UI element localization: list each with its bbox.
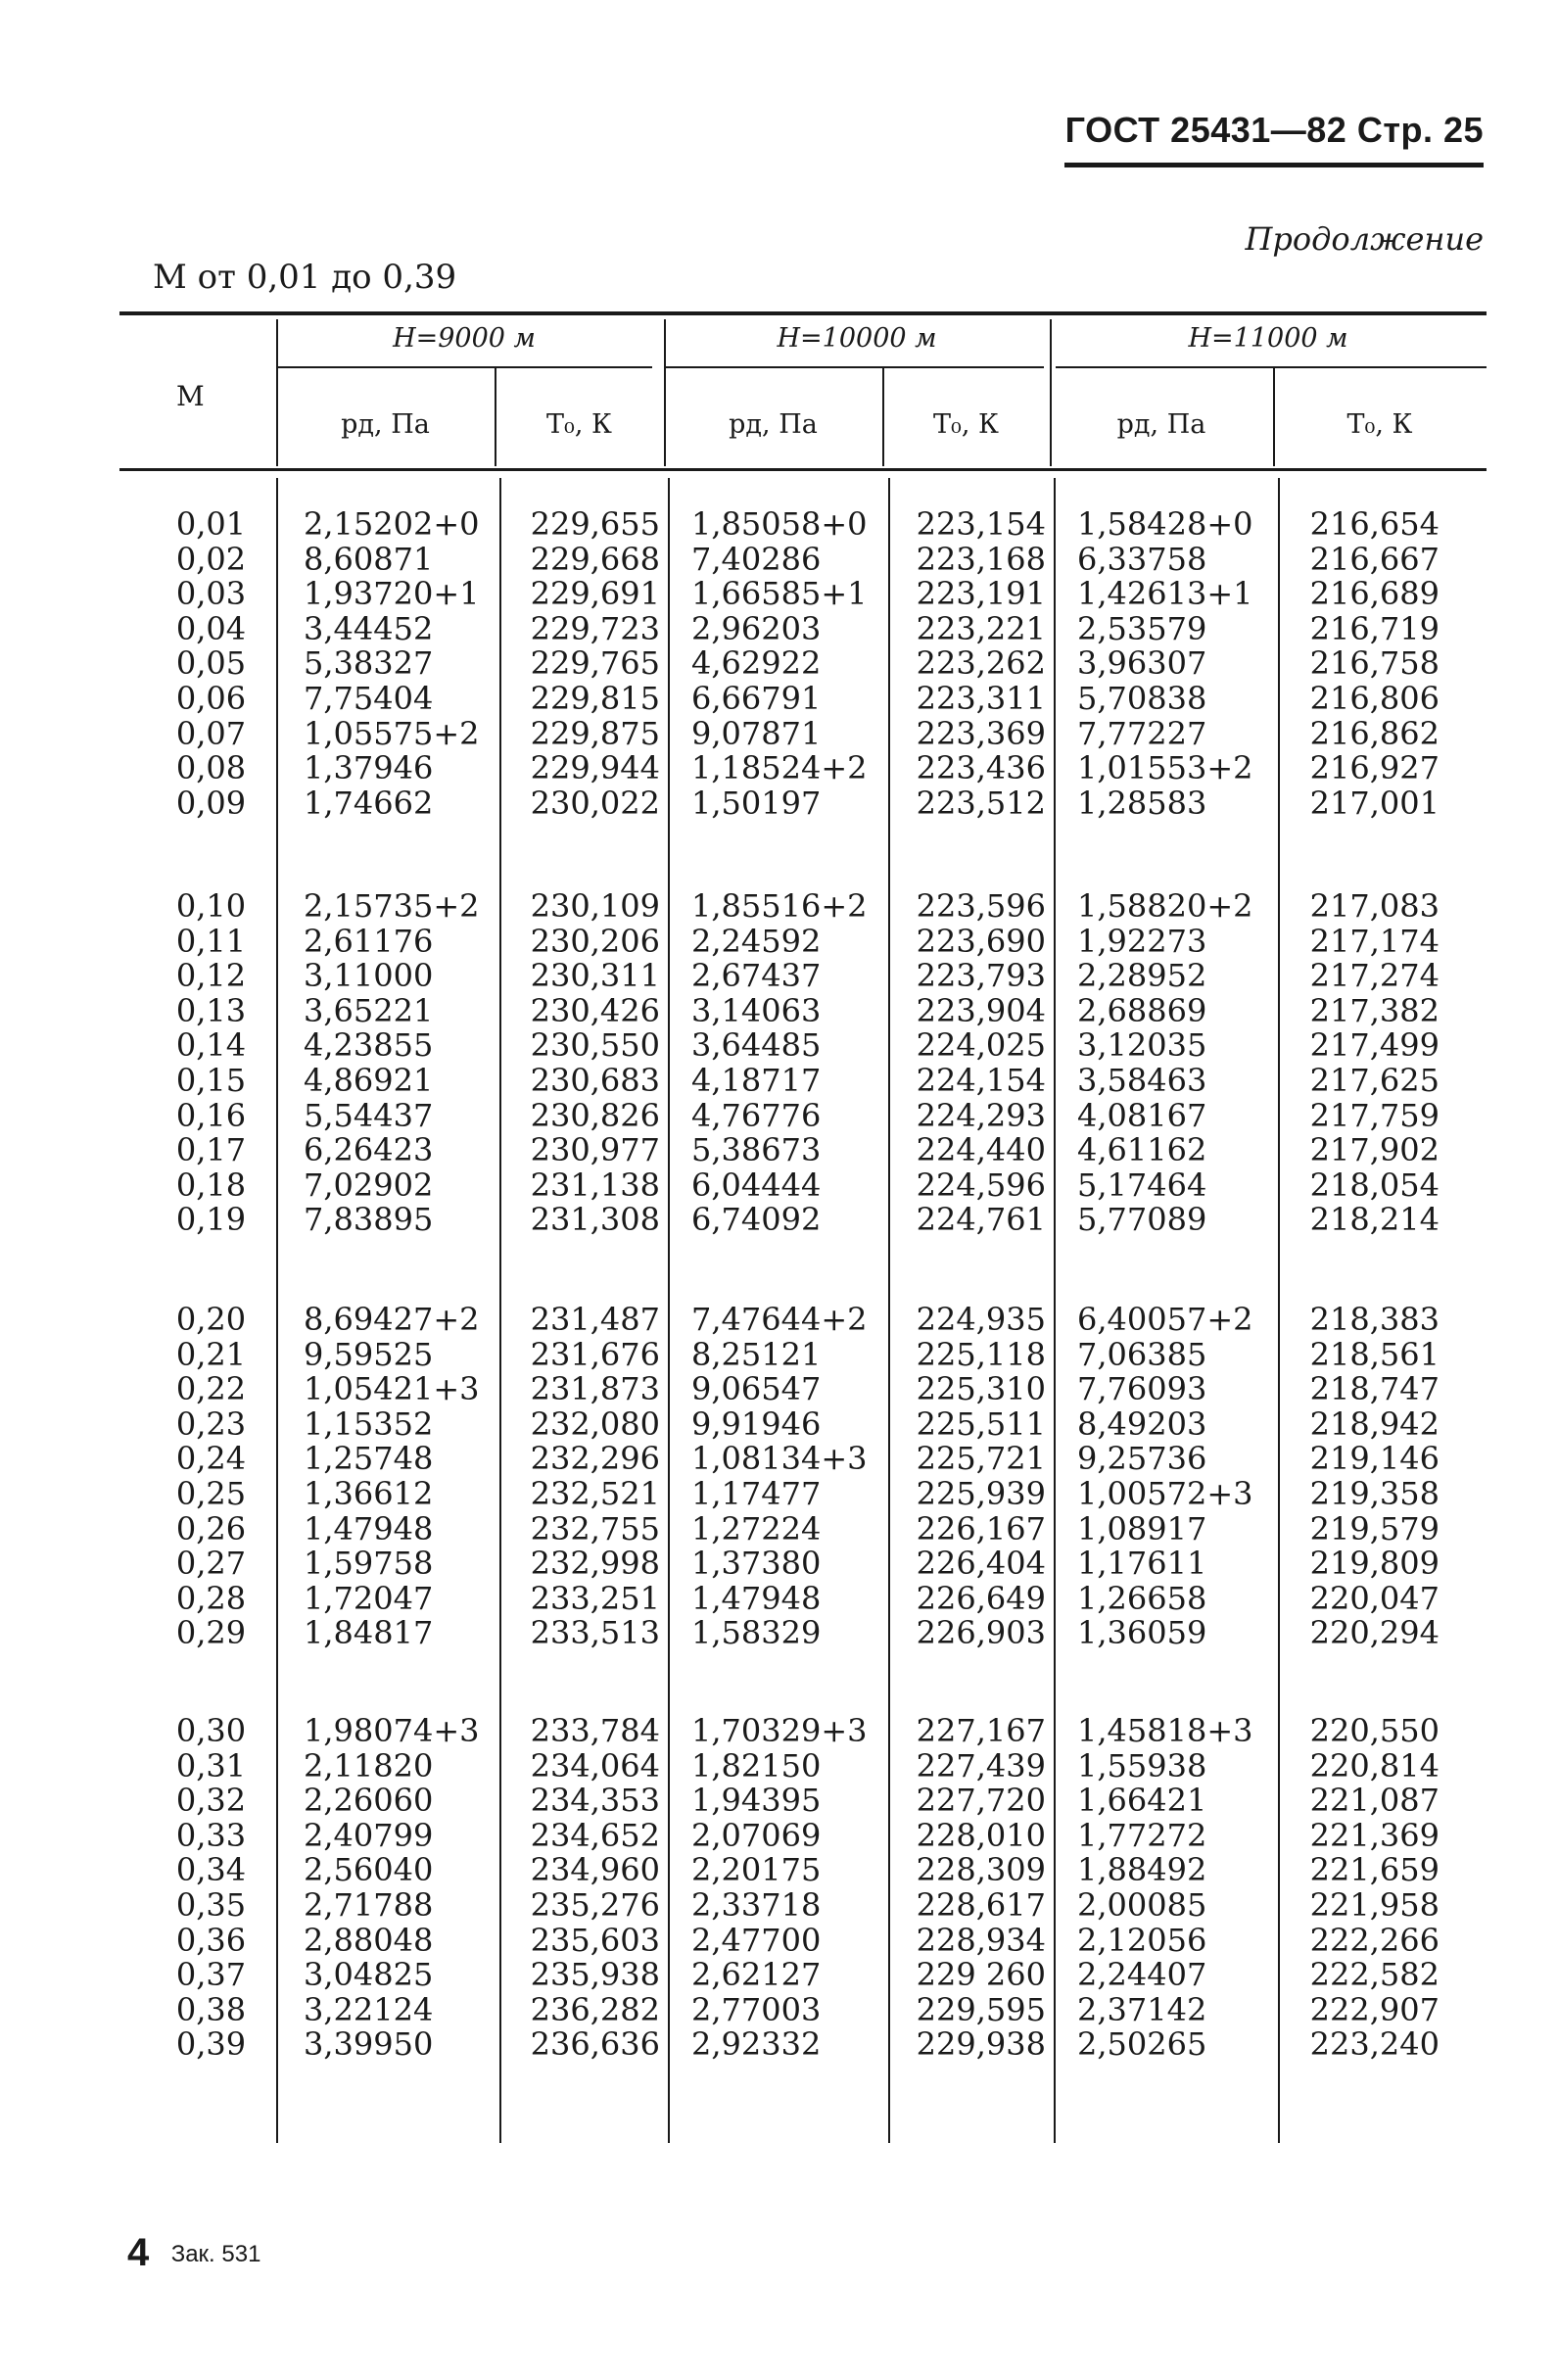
temperature-9000: 233,784 234,064 234,353 234,652 234,960 235,276 235,603 235,938 236,282 236,636	[530, 1712, 660, 2064]
height-10000-header: H=10000 м	[777, 323, 937, 354]
pressure-11000: 1,45818+3 1,55938 1,66421 1,77272 1,88492 2,00085 2,12056 2,24407 2,37142 2,50265	[1077, 1712, 1253, 2064]
pressure-9000: 2,15735+2 2,61176 3,11000 3,65221 4,23855 4,86921 5,54437 6,26423 7,02902 7,83895	[304, 887, 480, 1239]
temperature-11000: 220,550 220,814 221,087 221,369 221,659 221,958 222,266 222,582 222,907 223,240	[1309, 1712, 1440, 2064]
body-vline-1	[276, 478, 278, 2143]
pressure-header-1: pд, Па	[341, 409, 430, 440]
pressure-10000: 1,85516+2 2,24592 2,67437 3,14063 3,64485 4,18717 4,76776 5,38673 6,04444 6,74092	[691, 887, 868, 1239]
mach-values: 0,10 0,11 0,12 0,13 0,14 0,15 0,16 0,17 0,18 0,19	[175, 887, 247, 1239]
pressure-11000: 1,58428+0 6,33758 1,42613+1 2,53579 3,96307 5,70838 7,77227 1,01553+2 1,28583	[1077, 505, 1253, 822]
pressure-10000: 7,47644+2 8,25121 9,06547 9,91946 1,08134+3 1,17477 1,27224 1,37380 1,47948 1,58329	[691, 1301, 868, 1652]
mach-values: 0,30 0,31 0,32 0,33 0,34 0,35 0,36 0,37 0,38 0,39	[175, 1712, 247, 2064]
body-vline-5	[1054, 478, 1056, 2143]
mach-range-title: М от 0,01 до 0,39	[153, 258, 457, 297]
pressure-9000: 8,69427+2 9,59525 1,05421+3 1,15352 1,25748 1,36612 1,47948 1,59758 1,72047 1,84817	[304, 1301, 480, 1652]
page-footer	[127, 2231, 260, 2275]
temperature-header-1: T₀, К	[546, 409, 612, 440]
pressure-header-3: pд, Па	[1116, 409, 1206, 440]
pressure-10000: 1,85058+0 7,40286 1,66585+1 2,96203 4,62922 6,66791 9,07871 1,18524+2 1,50197	[691, 505, 868, 822]
pressure-10000: 1,70329+3 1,82150 1,94395 2,07069 2,20175 2,33718 2,47700 2,62127 2,77003 2,92332	[691, 1712, 868, 2064]
temperature-9000: 229,655 229,668 229,691 229,723 229,765 229,815 229,875 229,944 230,022	[530, 505, 660, 822]
pressure-9000: 2,15202+0 8,60871 1,93720+1 3,44452 5,38327 7,75404 1,05575+2 1,37946 1,74662	[304, 505, 480, 822]
mach-column-header: М	[176, 380, 205, 412]
footer-order-number: Зак. 531	[170, 2241, 261, 2267]
data-table	[119, 311, 1487, 2153]
footer-page-number: 4	[127, 2231, 150, 2274]
temperature-10000: 227,167 227,439 227,720 228,010 228,309 228,617 228,934 229 260 229,595 229,938	[916, 1712, 1046, 2064]
temperature-header-3: T₀, К	[1346, 409, 1413, 440]
pressure-9000: 1,98074+3 2,11820 2,26060 2,40799 2,56040 2,71788 2,88048 3,04825 3,22124 3,39950	[304, 1712, 480, 2064]
temperature-10000: 223,596 223,690 223,793 223,904 224,025 224,154 224,293 224,440 224,596 224,761	[916, 887, 1046, 1239]
pressure-11000: 1,58820+2 1,92273 2,28952 2,68869 3,12035 3,58463 4,08167 4,61162 5,17464 5,77089	[1077, 887, 1253, 1239]
body-vline-2	[499, 478, 501, 2143]
header-bottom-rule	[119, 468, 1487, 471]
temperature-10000: 223,154 223,168 223,191 223,221 223,262 223,311 223,369 223,436 223,512	[916, 505, 1046, 822]
temperature-10000: 224,935 225,118 225,310 225,511 225,721 225,939 226,167 226,404 226,649 226,903	[916, 1301, 1046, 1652]
body-vline-6	[1278, 478, 1280, 2143]
height-group-rule-3	[1056, 366, 1487, 368]
temperature-9000: 230,109 230,206 230,311 230,426 230,550 230,683 230,826 230,977 231,138 231,308	[530, 887, 660, 1239]
height-group-rule-2	[664, 366, 1044, 368]
temperature-11000: 217,083 217,174 217,274 217,382 217,499 217,625 217,759 217,902 218,054 218,214	[1309, 887, 1440, 1239]
pressure-11000: 6,40057+2 7,06385 7,76093 8,49203 9,25736 1,00572+3 1,08917 1,17611 1,26658 1,36059	[1077, 1301, 1253, 1652]
temperature-header-2: T₀, К	[933, 409, 999, 440]
body-vline-4	[888, 478, 890, 2143]
body-vline-3	[668, 478, 670, 2143]
table-top-rule	[119, 311, 1487, 315]
temperature-9000: 231,487 231,676 231,873 232,080 232,296 232,521 232,755 232,998 233,251 233,513	[530, 1301, 660, 1652]
temperature-11000: 216,654 216,667 216,689 216,719 216,758 216,806 216,862 216,927 217,001	[1309, 505, 1440, 822]
height-11000-header: H=11000 м	[1188, 323, 1348, 354]
mach-values: 0,20 0,21 0,22 0,23 0,24 0,25 0,26 0,27 0,28 0,29	[175, 1301, 247, 1652]
height-9000-header: H=9000 м	[393, 323, 536, 354]
temperature-11000: 218,383 218,561 218,747 218,942 219,146 219,358 219,579 219,809 220,047 220,294	[1309, 1301, 1440, 1652]
height-group-rule-1	[276, 366, 652, 368]
page-header: ГОСТ 25431—82 Стр. 25	[1064, 110, 1484, 150]
pressure-header-2: pд, Па	[729, 409, 818, 440]
continued-label: Продолжение	[1245, 220, 1484, 258]
header-rule	[1064, 163, 1484, 167]
mach-values: 0,01 0,02 0,03 0,04 0,05 0,06 0,07 0,08 0,09	[175, 505, 247, 822]
